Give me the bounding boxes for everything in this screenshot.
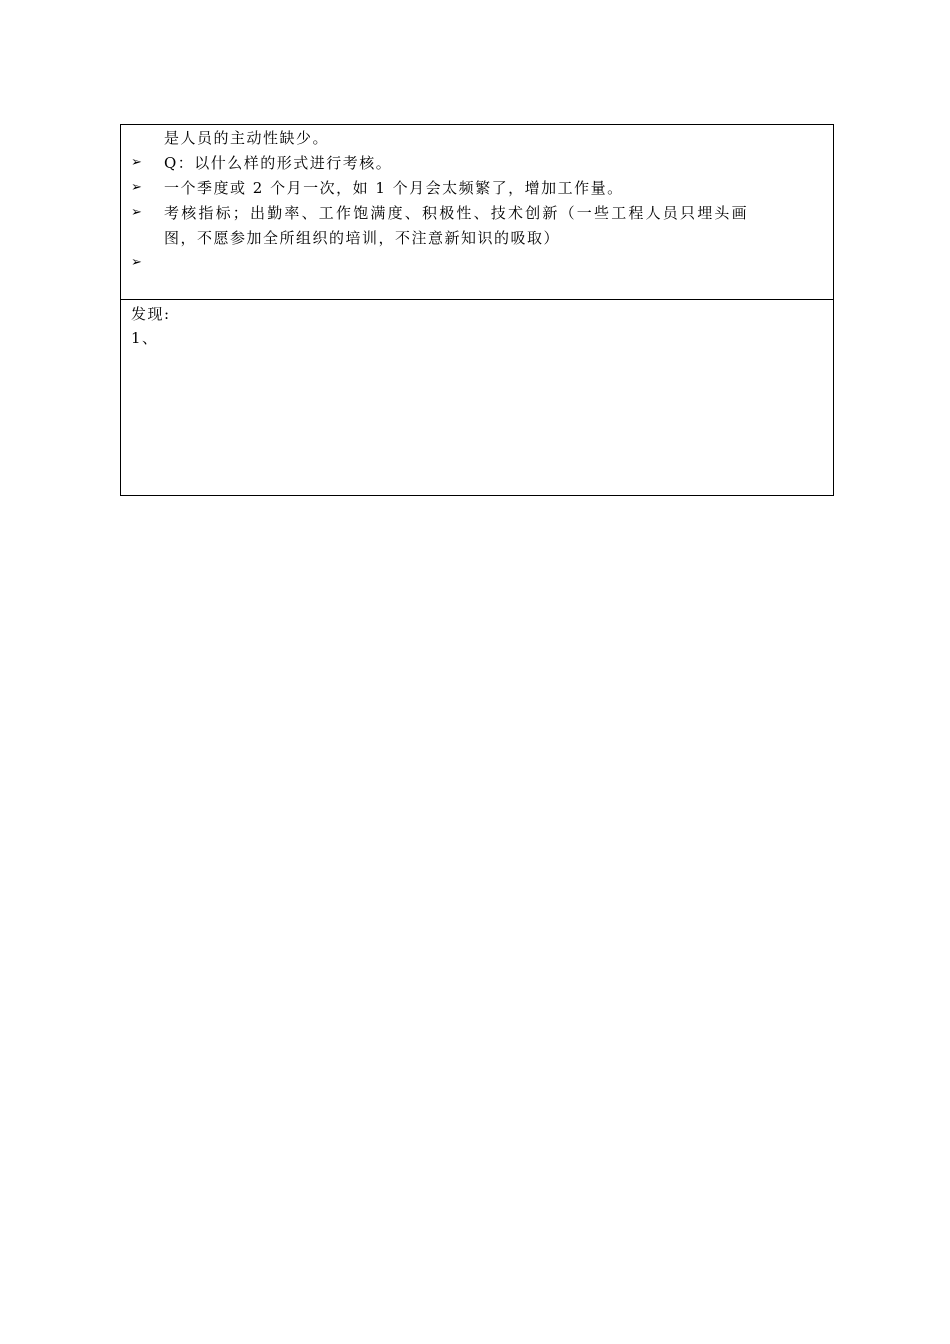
bullet-arrow-icon: ➢	[131, 205, 144, 220]
notes-table	[120, 124, 834, 496]
bullet-arrow-icon: ➢	[131, 155, 144, 170]
list-item: 一个季度或 2 个月一次，如 1 个月会太频繁了，增加工作量。	[164, 179, 624, 197]
bullet-arrow-icon: ➢	[131, 255, 144, 270]
findings-item: 1、	[131, 329, 159, 347]
list-item: Q：以什么样的形式进行考核。	[164, 154, 393, 172]
list-item-continuation: 图，不愿参加全所组织的培训，不注意新知识的吸取）	[164, 229, 561, 247]
findings-heading: 发现:	[131, 305, 171, 323]
notes-cell	[121, 125, 833, 300]
continuation-text: 是人员的主动性缺少。	[164, 129, 330, 147]
findings-cell	[121, 300, 833, 495]
list-item: 考核指标；出勤率、工作饱满度、积极性、技术创新（一些工程人员只埋头画	[164, 204, 749, 222]
bullet-arrow-icon: ➢	[131, 180, 144, 195]
